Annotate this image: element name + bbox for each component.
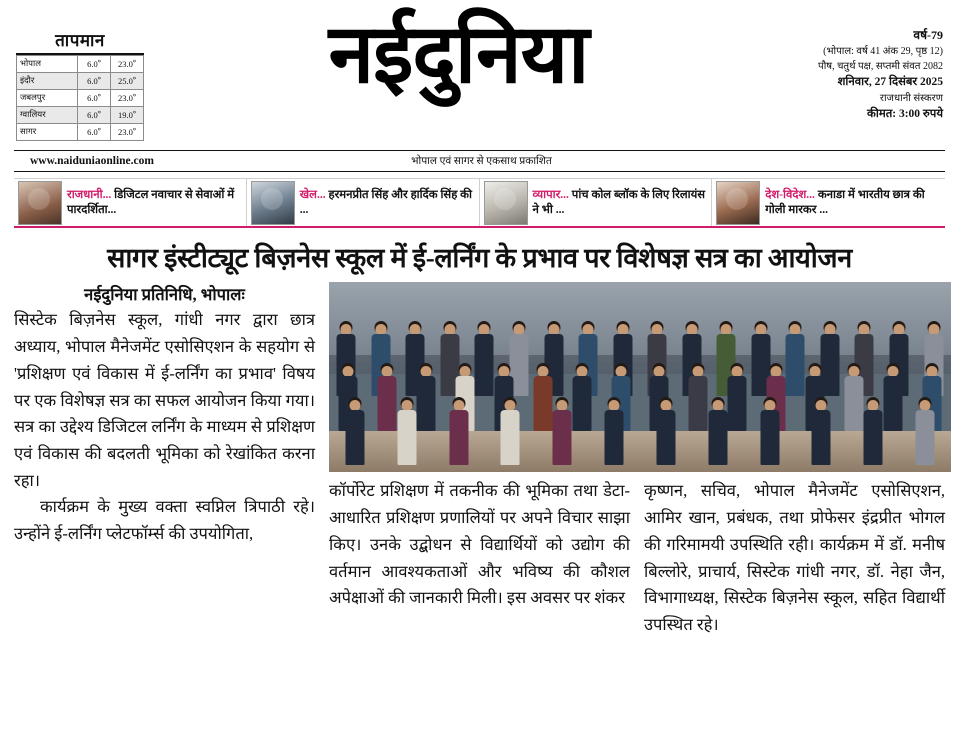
degree-icon: ० [132,75,136,82]
teaser-kicker: राजधानी... [67,189,112,202]
table-row [17,90,144,107]
article-column-3 [644,282,945,722]
degree-icon: ० [97,75,101,82]
issue-year: वर्ष-79 [913,28,943,42]
teaser-item[interactable] [247,179,480,226]
weather-max: 19.0$^०$ [110,107,143,124]
weather-city: ग्वालियर [17,107,78,124]
issue-info [773,14,943,124]
weather-city: जबलपुर [17,90,78,107]
teaser-thumb-coal [484,181,528,225]
paragraph: सिस्टेक बिज़नेस स्कूल, गांधी नगर द्वारा छात्र अध्याय, भोपाल मैनेजमेंट एसोसिएशन के सहयोग से 'प्रशिक्षण एवं विकास में ई-लर्निंग का प्रभाव' विषय पर एक विशेषज्ञ सत्र का सफल आयोजन किया गया। सत्र का उद्देश्य डिजिटल लर्निंग के माध्यम से प्रशिक्षण एवं विकास की बदलती भूमिका को रेखांकित करना रहा। [14,310,315,490]
degree-icon: ० [132,92,136,99]
degree-icon: ० [132,126,136,133]
degree-icon: ० [132,58,136,65]
weather-max: 23.0$^०$ [110,90,143,107]
weather-max: 23.0$^०$ [110,56,143,73]
teaser-item[interactable] [712,179,945,226]
weather-title: तापमान [55,31,105,50]
article-column-1 [14,282,315,722]
photo-person [603,400,625,465]
article-body [14,282,945,722]
table-row [17,73,144,90]
article-text [644,478,945,638]
teaser-text [300,188,475,217]
degree-icon: ० [97,126,101,133]
photo-person [344,400,366,465]
teaser-thumb-woman [18,181,62,225]
website-bar [14,150,945,172]
issue-edition: राजधानी संस्करण [879,93,943,105]
photo-person [551,400,573,465]
teaser-body: डिजिटल नवाचार से सेवाओं में पारदर्शिता... [67,189,235,216]
article-text [14,307,315,547]
teaser-kicker: व्यापार... [532,189,569,202]
weather-min: $6.0^०$ [77,56,110,73]
table-row [17,124,144,141]
byline: नईदुनिया प्रतिनिधि, भोपालः [84,285,245,305]
website-url[interactable]: www.naiduniaonline.com [30,155,154,167]
weather-max: 23.0$^०$ [110,124,143,141]
weather-city: भोपाल [17,56,78,73]
teaser-body: हरमनप्रीत सिंह और हार्दिक सिंह की ... [299,189,472,216]
issue-date: शनिवार, 27 दिसंबर 2025 [837,76,943,88]
degree-icon: ० [97,109,101,116]
weather-table [16,55,144,141]
weather-city: इंदौर [17,73,78,90]
teaser-body: पांच कोल ब्लॉक के लिए रिलायंस ने भी ... [532,189,706,216]
page-title: सागर इंस्टीट्यूट बिज़नेस स्कूल में ई-लर्निंग के प्रभाव पर विशेषज्ञ सत्र का आयोजन [107,243,852,273]
teaser-strip [14,178,945,228]
teaser-kicker: खेल... [299,189,326,202]
degree-icon: ० [97,58,101,65]
masthead [0,0,959,150]
teaser-body: कनाडा में भारतीय छात्र की गोली मारकर ... [765,189,925,216]
teaser-thumb-student [716,181,760,225]
table-row [17,56,144,73]
paragraph: कॉर्पोरेट प्रशिक्षण में तकनीक की भूमिका तथा डेटा-आधारित प्रशिक्षण प्रणालियों पर अपने विचार साझा किए। उनके उद्बोधन से विद्यार्थियों को उद्योग की वर्तमान आवश्यकताओं और भविष्य की कौशल अपेक्षाओं की जानकारी मिली। इस अवसर पर शंकर [329,481,630,608]
teaser-kicker: देश-विदेश... [765,189,815,202]
issue-panchang: पौष, चतुर्थ पक्ष, सप्तमी संवत 2082 [818,61,943,72]
publication-note: भोपाल एवं सागर से एकसाथ प्रकाशित [411,156,552,167]
degree-icon: ० [97,92,101,99]
paragraph: कार्यक्रम के मुख्य वक्ता स्वप्निल त्रिपाठी रहे। उन्होंने ई-लर्निंग प्लेटफॉर्म्स की उपयोगिता, [14,497,315,544]
weather-min: $6.0^०$ [77,124,110,141]
newspaper-title: नईदुनिया [328,9,589,100]
page-bottom-spacer [0,722,959,726]
article-column-2 [329,282,630,722]
photo-person [396,400,418,465]
photo-person [499,400,521,465]
weather-min: $6.0^०$ [77,107,110,124]
teaser-item[interactable] [14,179,247,226]
paragraph: कृष्णन, सचिव, भोपाल मैनेजमेंट एसोसिएशन, आमिर खान, प्रबंधक, तथा प्रोफेसर इंद्रप्रीत भोगल की गरिमामयी उपस्थिति रही। कार्यक्रम में डॉ. मनीष बिल्लोरे, प्राचार्य, सिस्टेक गांधी नगर, डॉ. नेहा जैन, विभागाध्यक्ष, सिस्टेक बिज़नेस स्कूल, सहित विद्यार्थी उपस्थित रहे। [644,481,945,634]
weather-box [16,28,144,141]
article-text [329,478,630,612]
issue-edition-detail: (भोपाल: वर्ष 41 अंक 29, पृष्ठ 12) [823,46,943,57]
teaser-item[interactable] [480,179,713,226]
weather-min: $6.0^०$ [77,73,110,90]
issue-price: कीमत: 3:00 रुपये [867,108,943,121]
degree-icon: ० [132,109,136,116]
teaser-text [765,188,941,217]
teaser-text [67,188,242,217]
weather-city: सागर [17,124,78,141]
weather-min: $6.0^०$ [77,90,110,107]
weather-max: 25.0$^०$ [110,73,143,90]
table-row [17,107,144,124]
teaser-text [533,188,708,217]
photo-person [448,400,470,465]
teaser-thumb-player [251,181,295,225]
nameplate [144,9,773,100]
